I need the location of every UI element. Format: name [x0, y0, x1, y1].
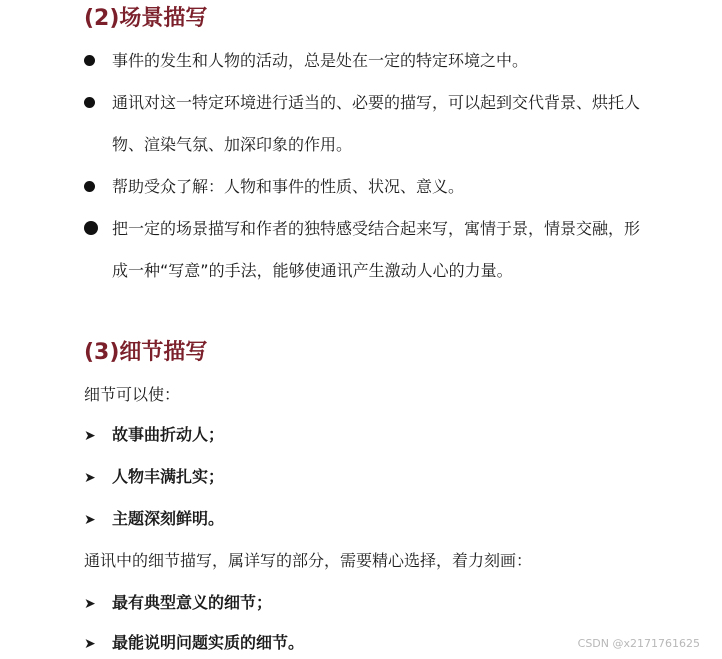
arrowhead-right-icon: ➤	[84, 596, 96, 612]
list-item-text: 主题深刻鲜明。	[112, 509, 225, 528]
list-item-text: 故事曲折动人；	[112, 425, 225, 444]
list-item	[84, 628, 304, 659]
arrowhead-right-icon: ➤	[84, 470, 96, 486]
list-item	[84, 588, 272, 619]
section-3-heading: (3)细节描写	[84, 340, 208, 365]
list-item-text: 通讯对这一特定环境进行适当的、必要的描写，可以起到交代背景、烘托人物、渲染气氛、加深印象的作用。	[112, 93, 641, 154]
filled-circle-icon	[84, 181, 95, 192]
arrowhead-right-icon: ➤	[84, 512, 96, 528]
list-item	[84, 420, 224, 451]
filled-circle-icon	[84, 55, 95, 66]
list-item	[84, 166, 644, 208]
list-item-text: 把一定的场景描写和作者的独特感受结合起来写，寓情于景，情景交融，形成一种“写意”的手法，能够使通讯产生激动人心的力量。	[112, 219, 641, 280]
arrowhead-right-icon: ➤	[84, 636, 96, 652]
filled-circle-icon	[84, 221, 98, 235]
section-2-heading: (2)场景描写	[84, 6, 208, 31]
list-item-text: 事件的发生和人物的活动，总是处在一定的特定环境之中。	[112, 51, 529, 70]
list-item	[84, 40, 644, 82]
list-item	[84, 82, 644, 166]
watermark: CSDN @x2171761625	[577, 637, 700, 650]
list-item-text: 帮助受众了解：人物和事件的性质、状况、意义。	[112, 177, 465, 196]
section-3-intro: 细节可以使：	[84, 385, 181, 404]
list-item	[84, 208, 644, 292]
list-item-text: 最有典型意义的细节；	[112, 593, 273, 612]
list-item	[84, 462, 224, 493]
list-item	[84, 504, 224, 535]
list-item-text: 最能说明问题实质的细节。	[112, 633, 305, 652]
filled-circle-icon	[84, 97, 95, 108]
arrowhead-right-icon: ➤	[84, 428, 96, 444]
list-item-text: 人物丰满扎实；	[112, 467, 225, 486]
selection-intro: 通讯中的细节描写，属详写的部分，需要精心选择，着力刻画：	[84, 551, 533, 570]
